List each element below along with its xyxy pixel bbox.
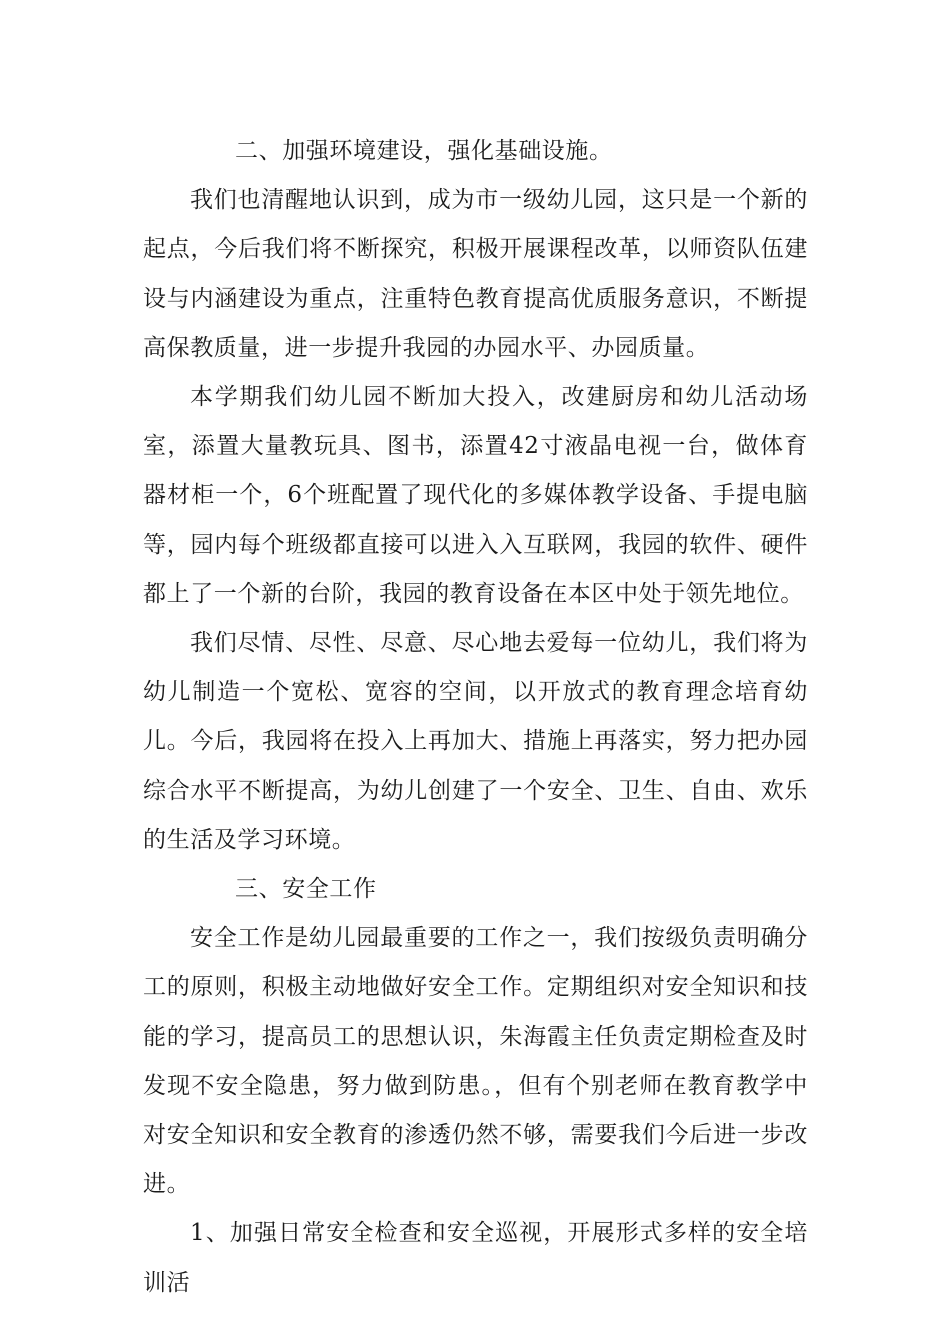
paragraph-new-starting-point: 我们也清醒地认识到，成为市一级幼儿园，这只是一个新的起点，今后我们将不断探究，积极开展课程改革，以师资队伍建设与内涵建设为重点，注重特色教育提高优质服务意识，不断提高保教质量，进一步提升我园的办园水平、办园质量。 — [143, 187, 808, 361]
section-heading-safety: 三、安全工作 — [235, 876, 377, 903]
document-body — [143, 127, 808, 1308]
paragraph-safety-work: 安全工作是幼儿园最重要的工作之一，我们按级负责明确分工的原则，积极主动地做好安全工作。定期组织对安全知识和技能的学习，提高员工的思想认识，朱海霞主任负责定期检查及时发现不安全隐患，努力做到防患。，但有个别老师在教育教学中对安全知识和安全教育的渗透仍然不够，需要我们今后进一步改进。 — [143, 925, 808, 1198]
paragraph-safety-inspection: 1、加强日常安全检查和安全巡视，开展形式多样的安全培训活 — [143, 1220, 808, 1296]
paragraph-care-for-children: 我们尽情、尽性、尽意、尽心地去爱每一位幼儿，我们将为幼儿制造一个宽松、宽容的空间，以开放式的教育理念培育幼儿。今后，我园将在投入上再加大、措施上再落实，努力把办园综合水平不断提高，为幼儿创建了一个安全、卫生、自由、欢乐的生活及学习环境。 — [143, 630, 808, 853]
paragraph-investment: 本学期我们幼儿园不断加大投入，改建厨房和幼儿活动场室，添置大量教玩具、图书，添置42寸液晶电视一台，做体育器材柜一个，6个班配置了现代化的多媒体教学设备、手提电脑等，园内每个班级都直接可以进入入互联网，我园的软件、硬件都上了一个新的台阶，我园的教育设备在本区中处于领先地位。 — [143, 384, 808, 607]
section-heading-environment: 二、加强环境建设，强化基础设施。 — [235, 138, 613, 164]
